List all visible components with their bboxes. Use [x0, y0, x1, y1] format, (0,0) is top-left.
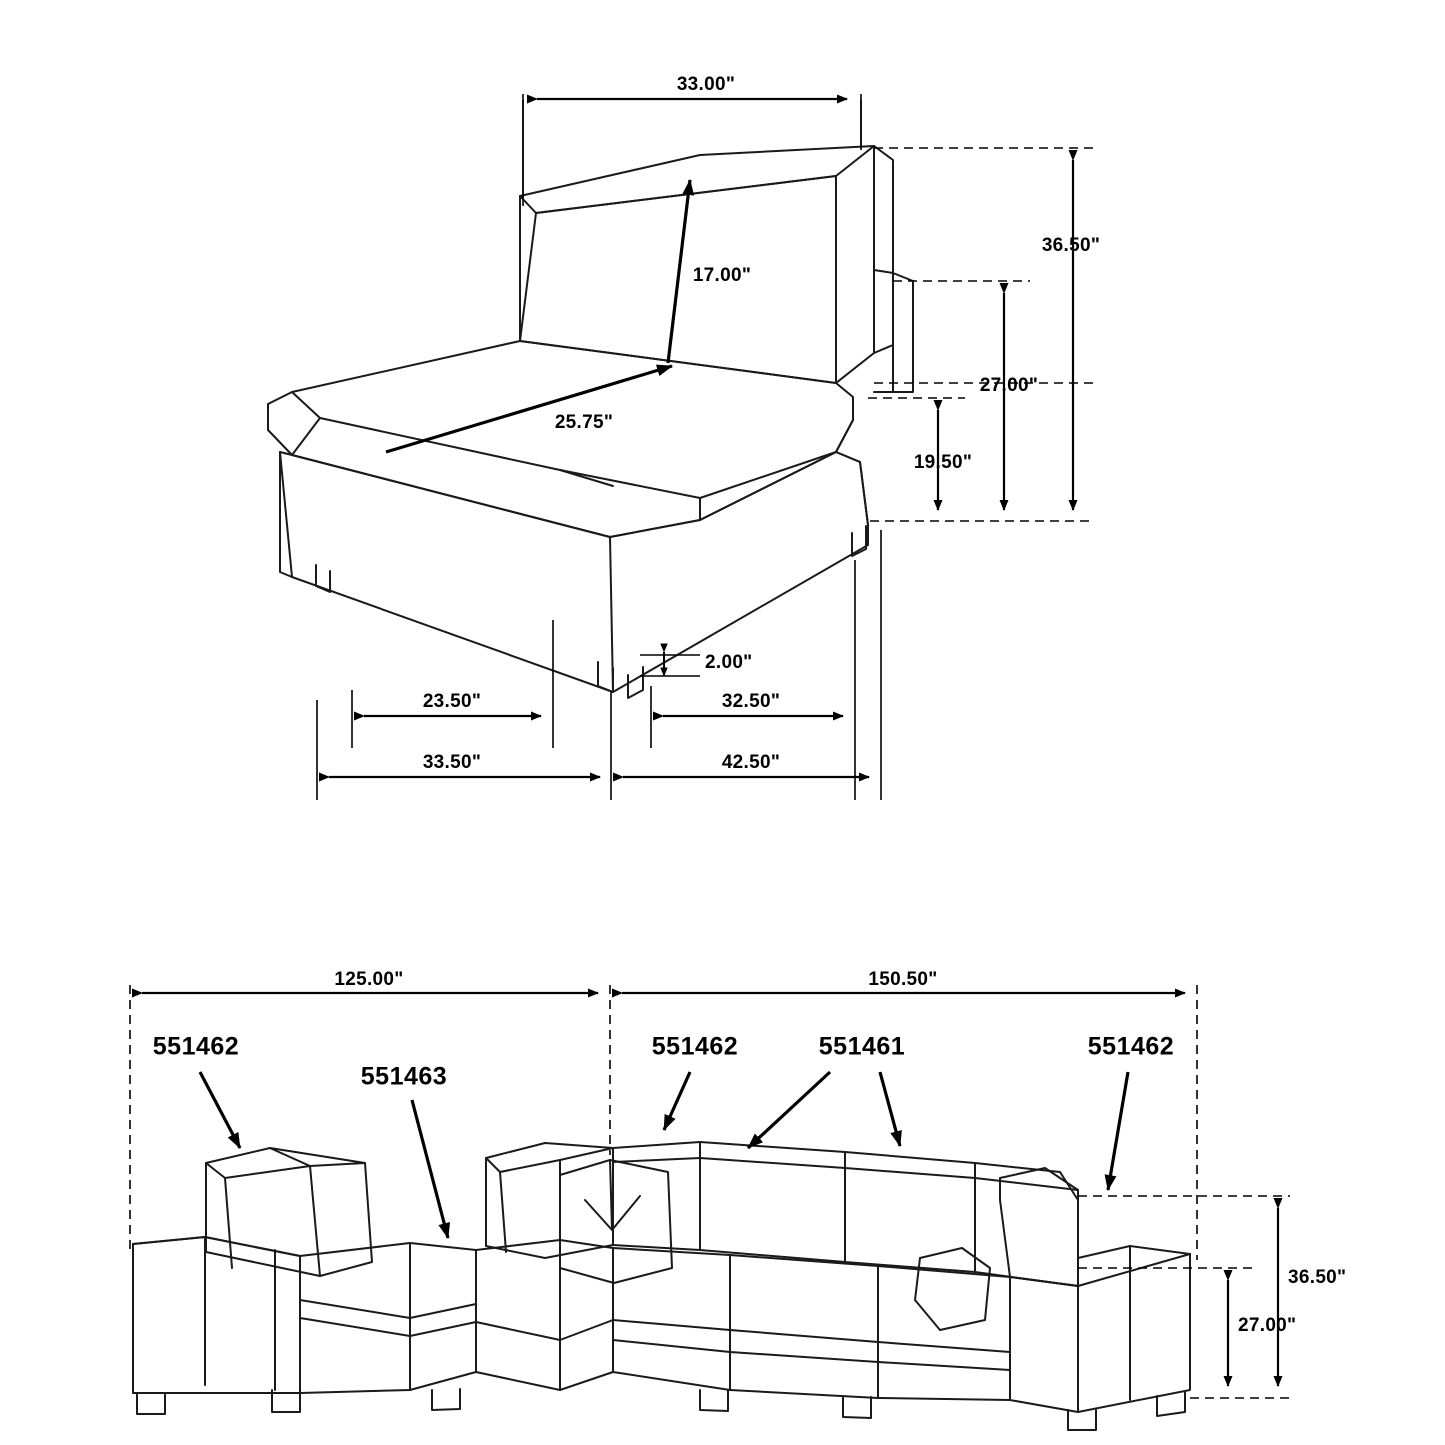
- dim-overall-width-right: 42.50": [721, 752, 781, 773]
- dim-seat-height: 19.50": [913, 452, 973, 473]
- dim-right-run-width: 150.50": [868, 969, 938, 990]
- dim-leg-height: 2.00": [705, 652, 753, 673]
- dim-seat-depth: 25.75": [554, 412, 614, 433]
- part-number-551462-right: 551462: [1087, 1032, 1175, 1061]
- part-number-551462-left: 551462: [152, 1032, 240, 1061]
- dim-inner-depth-right: 32.50": [721, 691, 781, 712]
- dim-inner-depth-left: 23.50": [422, 691, 482, 712]
- part-number-551461: 551461: [818, 1032, 906, 1061]
- dim-width-top: 33.00": [676, 74, 736, 95]
- dim-back-height: 17.00": [692, 265, 752, 286]
- dim-arm-height: 27.00": [979, 375, 1039, 396]
- dim-sectional-back-height: 27.00": [1238, 1315, 1297, 1336]
- part-number-551462-center: 551462: [651, 1032, 739, 1061]
- part-number-551463: 551463: [360, 1062, 448, 1091]
- dim-sectional-overall-height: 36.50": [1288, 1267, 1347, 1288]
- dim-overall-height: 36.50": [1041, 235, 1101, 256]
- dim-overall-depth-left: 33.50": [422, 752, 482, 773]
- dim-left-run-width: 125.00": [334, 969, 404, 990]
